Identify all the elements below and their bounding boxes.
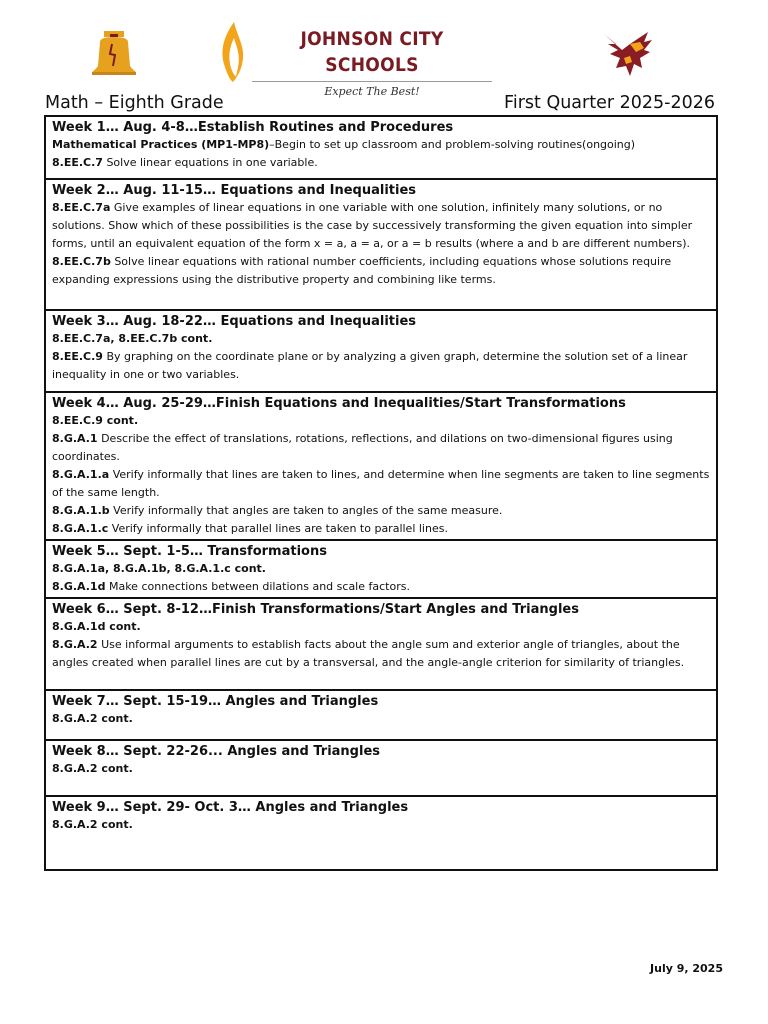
standard-code: 8.G.A.2 cont.	[52, 712, 133, 725]
district-name: JOHNSON CITY SCHOOLS	[300, 28, 444, 76]
week-title: Week 3… Aug. 18-22… Equations and Inequalities	[52, 314, 417, 329]
week-title: Week 5… Sept. 1-5… Transformations	[52, 544, 327, 559]
standard-description: Verify informally that parallel lines are taken to parallel lines.	[108, 522, 448, 535]
standard-line	[52, 154, 710, 172]
standard-code: Mathematical Practices (MP1-MP8)	[52, 138, 270, 151]
standard-code: 8.G.A.2 cont.	[52, 762, 133, 775]
subject-title: Math – Eighth Grade	[45, 93, 224, 113]
week-row	[46, 541, 716, 599]
liberty-bell-logo	[86, 28, 142, 78]
week-row	[46, 797, 716, 869]
document-date: July 9, 2025	[650, 962, 723, 975]
week-row	[46, 117, 716, 180]
standard-code: 8.G.A.1a, 8.G.A.1b, 8.G.A.1.c cont.	[52, 562, 266, 575]
page-header	[0, 0, 768, 98]
standard-line	[52, 710, 710, 728]
standard-code: 8.EE.C.7	[52, 156, 103, 169]
standard-line	[52, 199, 710, 253]
standard-line	[52, 816, 710, 834]
standard-line	[52, 578, 710, 596]
pacing-table	[44, 115, 718, 871]
week-row	[46, 393, 716, 541]
standard-description: By graphing on the coordinate plane or by analyzing a given graph, determine the solution set of a linear inequality in one or two variables.	[52, 350, 688, 381]
standard-line	[52, 466, 710, 502]
standard-description: Give examples of linear equations in one variable with one solution, infinitely many solutions, or no solutions. Show which of these possibilities is the case by successively transforming the given equation into simpler forms, until an equivalent equation of the form x = a, a = a, or a = b results (where a and b are different numbers).	[52, 201, 693, 250]
week-title: Week 8… Sept. 22-26... Angles and Triangles	[52, 744, 381, 759]
week-row	[46, 691, 716, 741]
week-row	[46, 599, 716, 691]
brand-divider	[252, 81, 492, 82]
standard-code: 8.G.A.1d	[52, 580, 106, 593]
standard-line	[52, 636, 710, 672]
standard-code: 8.G.A.2 cont.	[52, 818, 133, 831]
standard-description: –Begin to set up classroom and problem-solving routines(ongoing)	[269, 138, 636, 151]
week-title: Week 9… Sept. 29- Oct. 3… Angles and Triangles	[52, 800, 409, 815]
standard-code: 8.G.A.1.b	[52, 504, 110, 517]
standard-code: 8.EE.C.7a	[52, 201, 111, 214]
standard-code: 8.EE.C.9	[52, 350, 103, 363]
week-row	[46, 741, 716, 797]
standard-line	[52, 253, 710, 289]
standard-code: 8.G.A.2	[52, 638, 98, 651]
district-brand	[252, 26, 492, 99]
standard-code: 8.G.A.1.a	[52, 468, 110, 481]
standard-description: Solve linear equations in one variable.	[102, 156, 318, 169]
week-row	[46, 311, 716, 393]
week-title: Week 7… Sept. 15-19… Angles and Triangles	[52, 694, 379, 709]
flame-torch-logo	[218, 20, 248, 84]
standard-line	[52, 136, 710, 154]
week-title: Week 2… Aug. 11-15… Equations and Inequalities	[52, 183, 417, 198]
week-title: Week 4… Aug. 25-29…Finish Equations and Inequalities/Start Transformations	[52, 396, 626, 411]
standard-code: 8.G.A.1d cont.	[52, 620, 141, 633]
standard-line	[52, 760, 710, 778]
week-title: Week 1… Aug. 4-8…Establish Routines and Procedures	[52, 120, 454, 135]
standard-line	[52, 502, 710, 520]
standard-description: Make connections between dilations and scale factors.	[105, 580, 410, 593]
standard-code: 8.G.A.1.c	[52, 522, 109, 535]
standard-description: Verify informally that angles are taken to angles of the same measure.	[109, 504, 503, 517]
standard-code: 8.EE.C.7b	[52, 255, 111, 268]
standard-line	[52, 430, 710, 466]
standard-code: 8.EE.C.9 cont.	[52, 414, 139, 427]
quarter-title: First Quarter 2025-2026	[504, 93, 715, 113]
standard-line	[52, 348, 710, 384]
week-title: Week 6… Sept. 8-12…Finish Transformations/Start Angles and Triangles	[52, 602, 579, 617]
standard-code: 8.EE.C.7a, 8.EE.C.7b cont.	[52, 332, 213, 345]
eagle-mascot-logo	[600, 28, 658, 80]
standard-description: Verify informally that lines are taken to lines, and determine when line segments are taken to line segments of the same length.	[52, 468, 710, 499]
standard-line	[52, 520, 710, 538]
standard-description: Solve linear equations with rational number coefficients, including equations whose solutions require expanding expressions using the distributive property and combining like terms.	[52, 255, 672, 286]
standard-line	[52, 412, 710, 430]
standard-line	[52, 618, 710, 636]
standard-description: Use informal arguments to establish facts about the angle sum and exterior angle of triangles, about the angles created when parallel lines are cut by a transversal, and the angle-angle criterion for similarity of triangles.	[52, 638, 685, 669]
standard-line	[52, 330, 710, 348]
district-tagline: Expect The Best!	[324, 85, 420, 98]
standard-code: 8.G.A.1	[52, 432, 98, 445]
standard-description: Describe the effect of translations, rotations, reflections, and dilations on two-dimensional figures using coordinates.	[52, 432, 673, 463]
standard-line	[52, 560, 710, 578]
week-row	[46, 180, 716, 311]
